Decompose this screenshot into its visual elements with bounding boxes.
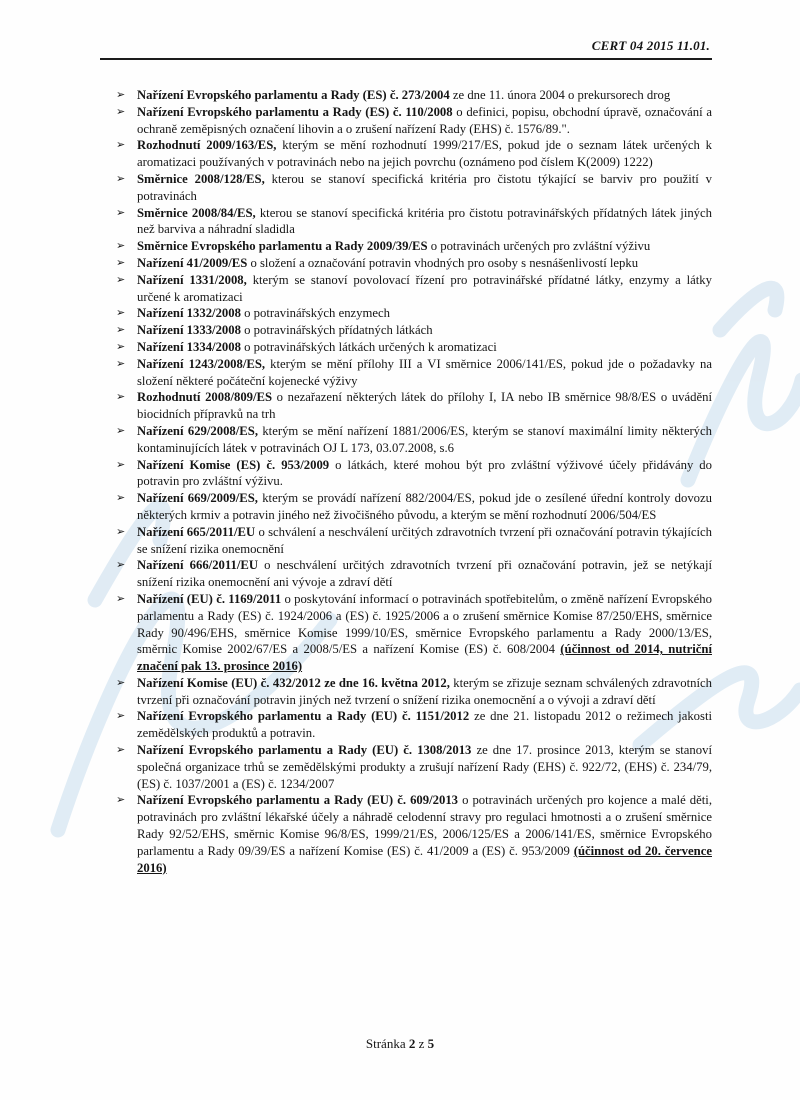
footer-label: Stránka: [365, 1036, 406, 1051]
footer-page-number: 2: [408, 1036, 416, 1051]
item-text: kterým se mění rozhodnutí 1999/217/ES, pokud jde o seznam látek určených k aromatizaci používaných v potravinách nebo na jejich povrchu (oznámeno pod číslem K(2009) 1222): [137, 138, 712, 170]
item-text: ze dne 17. prosince 2013, kterým se stanoví společná organizace trhů se zemědělskými produkty a zrušují nařízení Rady (EHS) č. 922/72, (EHS) č. 234/79, (ES) č. 1037/2001 a (ES) č. 1234/2007: [137, 743, 712, 791]
item-text: kterým se stanoví povolovací řízení pro potravinářské přídatné látky, enzymy a látky určené k aromatizaci: [137, 272, 712, 304]
footer-separator: z: [418, 1036, 425, 1051]
list-item: [115, 591, 712, 675]
item-text: kterým se provádí nařízení 882/2004/ES, pokud jde o zesílené úřední kontroly dovozu některých krmiv a potravin jiného než živočišného původu, a kterým se mění rozhodnutí 2006/504/ES: [137, 491, 712, 522]
arrow-bullet-icon: ➢: [116, 558, 126, 572]
item-title: Nařízení 629/2008/ES,: [137, 423, 258, 438]
arrow-bullet-icon: ➢: [116, 171, 126, 185]
list-item: [115, 305, 712, 322]
list-item: [115, 557, 712, 591]
item-title: Nařízení 41/2009/ES: [137, 255, 248, 270]
item-title: Směrnice Evropského parlamentu a Rady 2009/39/ES: [137, 239, 428, 254]
item-text: o látkách, které mohou být pro zvláštní výživové účely přidávány do potravin pro zvláštní výživu.: [137, 457, 712, 489]
item-text: o neschválení určitých zdravotních tvrzení při označování potravin, jež se netýkají snížení rizika onemocnění ani vývoje a zdraví dětí: [137, 558, 712, 590]
arrow-bullet-icon: ➢: [116, 743, 126, 757]
header-divider: [100, 58, 712, 60]
arrow-bullet-icon: ➢: [116, 675, 126, 689]
item-text: kterým se zřizuje seznam schválených zdravotních tvrzení při označování potravin jiných než tvrzení o snížení rizika onemocnění a o vývoji a zdraví dětí: [137, 675, 712, 707]
item-text: o potravinách určených pro kojence a malé děti, potravinách pro zvláštní lékařské účely a náhradě celodenní stravy pro regulaci hmotnosti a o zrušení směrnice Rady 92/52/EHS, směrnic Komise 96/8/ES, 1999/21/ES, 2006/125/ES a 2006/141/ES, směrnice Evropského parlamentu a Rady 09/39/ES a nařízení Komise (ES) č. 41/2009 a (ES) č. 953/2009: [137, 793, 713, 858]
item-emphasis: (účinnost od 2014, nutriční značení pak 13. prosince 2016): [137, 642, 712, 674]
footer-total-pages: 5: [427, 1036, 435, 1051]
arrow-bullet-icon: ➢: [116, 524, 126, 538]
item-title: Nařízení 665/2011/EU: [137, 524, 256, 539]
item-text: o nezařazení některých látek do přílohy I, IA nebo IB směrnice 98/8/ES o uvádění biocidních přípravků na trh: [137, 390, 712, 422]
list-item: [115, 792, 712, 876]
arrow-bullet-icon: ➢: [116, 339, 126, 353]
list-item: [115, 137, 712, 171]
list-item: [115, 675, 712, 709]
arrow-bullet-icon: ➢: [116, 272, 126, 286]
item-title: Nařízení Komise (EU) č. 432/2012 ze dne 16. května 2012,: [137, 675, 450, 690]
list-item: [115, 457, 712, 491]
list-item: [115, 322, 712, 339]
list-item: [115, 339, 712, 356]
item-title: Nařízení Evropského parlamentu a Rady (ES) č. 273/2004: [137, 88, 450, 102]
arrow-bullet-icon: ➢: [116, 491, 126, 505]
arrow-bullet-icon: ➢: [116, 306, 126, 320]
list-item: [115, 104, 712, 138]
item-text: kterou se stanoví specifická kritéria pro čistotu týkající se barviv pro použití v potravinách: [137, 171, 712, 203]
item-text: o potravinářských přídatných látkách: [240, 323, 433, 338]
list-item: [115, 490, 712, 524]
list-item: [115, 423, 712, 457]
item-title: Směrnice 2008/84/ES,: [137, 205, 256, 220]
item-title: Nařízení Komise (ES) č. 953/2009: [137, 457, 330, 472]
item-title: Nařízení 1331/2008,: [137, 272, 247, 287]
page-header: [592, 38, 710, 54]
list-item: [115, 205, 712, 239]
item-title: Nařízení Evropského parlamentu a Rady (EU) č. 609/2013: [137, 793, 459, 808]
item-title: Rozhodnutí 2009/163/ES,: [137, 138, 277, 153]
item-text: kterým se mění nařízení 1881/2006/ES, kterým se stanoví maximální limity některých kontaminujících látek v potravinách OJ L 173, 03.07.2008, s.6: [137, 423, 712, 455]
item-text: o složení a označování potravin vhodných pro osoby s nesnášenlivostí lepku: [247, 255, 639, 270]
arrow-bullet-icon: ➢: [116, 390, 126, 404]
page-footer: [0, 1036, 800, 1052]
item-title: Směrnice 2008/128/ES,: [137, 171, 265, 186]
arrow-bullet-icon: ➢: [116, 88, 126, 101]
item-text: o potravinářských látkách určených k aromatizaci: [240, 339, 497, 354]
arrow-bullet-icon: ➢: [116, 793, 126, 807]
item-text: o definici, popisu, obchodní úpravě, označování a ochraně zeměpisných označení lihovin a o zrušení nařízení Rady (EHS) č. 1576/89.".: [137, 104, 712, 136]
list-item: [115, 272, 712, 306]
arrow-bullet-icon: ➢: [116, 205, 126, 219]
item-title: Nařízení 666/2011/EU: [137, 558, 259, 573]
item-text: o poskytování informací o potravinách spotřebitelům, o změně nařízení Evropského parlamentu a Rady (ES) č. 1924/2006 a (ES) č. 1925/2006 a o zrušení směrnice Komise 87/250/EHS, směrnice Rady 90/496/EHS, směrnice Komise 1999/10/ES, směrnice Evropského parlamentu a Rady 2000/13/ES, směrnic Komise 2002/67/ES a 2008/5/ES a nařízení Komise (ES) č. 608/2004: [137, 591, 712, 657]
item-text: ze dne 21. listopadu 2012 o režimech jakosti zemědělských produktů a potravin.: [137, 709, 712, 741]
item-title: Nařízení (EU) č. 1169/2011: [137, 591, 282, 606]
item-emphasis: (účinnost od 20. července 2016): [137, 843, 712, 875]
arrow-bullet-icon: ➢: [116, 457, 126, 471]
item-text: kterou se stanoví specifická kritéria pro čistotu potravinářských přídatných látek jiných než barviva a náhradní sladidla: [137, 205, 713, 237]
item-text: o potravinářských enzymech: [240, 306, 390, 321]
item-title: Nařízení Evropského parlamentu a Rady (EU) č. 1308/2013: [137, 743, 472, 758]
arrow-bullet-icon: ➢: [116, 255, 126, 269]
header-reference: CERT 04 2015 11.01.: [591, 38, 710, 53]
arrow-bullet-icon: ➢: [116, 104, 126, 118]
item-title: Rozhodnutí 2008/809/ES: [137, 390, 273, 405]
list-item: [115, 238, 712, 255]
arrow-bullet-icon: ➢: [116, 323, 126, 337]
arrow-bullet-icon: ➢: [116, 138, 126, 152]
list-item: [115, 708, 712, 742]
item-title: Nařízení 1333/2008: [137, 323, 241, 338]
regulation-list: [115, 87, 712, 876]
arrow-bullet-icon: ➢: [116, 356, 126, 370]
item-title: Nařízení 669/2009/ES,: [137, 491, 258, 506]
arrow-bullet-icon: ➢: [116, 591, 126, 605]
item-title: Nařízení Evropského parlamentu a Rady (EU) č. 1151/2012: [137, 709, 470, 724]
arrow-bullet-icon: ➢: [116, 239, 126, 253]
item-text: o potravinách určených pro zvláštní výživu: [427, 239, 651, 254]
list-item: [115, 389, 712, 423]
list-item: [115, 255, 712, 272]
item-title: Nařízení 1334/2008: [137, 339, 241, 354]
list-item: [115, 356, 712, 390]
list-item: [115, 742, 712, 792]
list-item: [115, 87, 712, 104]
item-text: o schválení a neschválení určitých zdravotních tvrzení při označování potravin týkajících se snížení rizika onemocnění: [137, 524, 712, 556]
list-item: [115, 524, 712, 558]
item-text: ze dne 11. února 2004 o prekursorech drog: [449, 88, 671, 102]
arrow-bullet-icon: ➢: [116, 709, 126, 723]
item-title: Nařízení 1243/2008/ES,: [137, 356, 266, 371]
arrow-bullet-icon: ➢: [116, 423, 126, 437]
item-title: Nařízení 1332/2008: [137, 306, 241, 321]
item-text: kterým se mění přílohy III a VI směrnice 2006/141/ES, pokud jde o požadavky na složení některé počáteční kojenecké výživy: [137, 356, 713, 388]
list-item: [115, 171, 712, 205]
item-title: Nařízení Evropského parlamentu a Rady (ES) č. 110/2008: [137, 104, 453, 119]
